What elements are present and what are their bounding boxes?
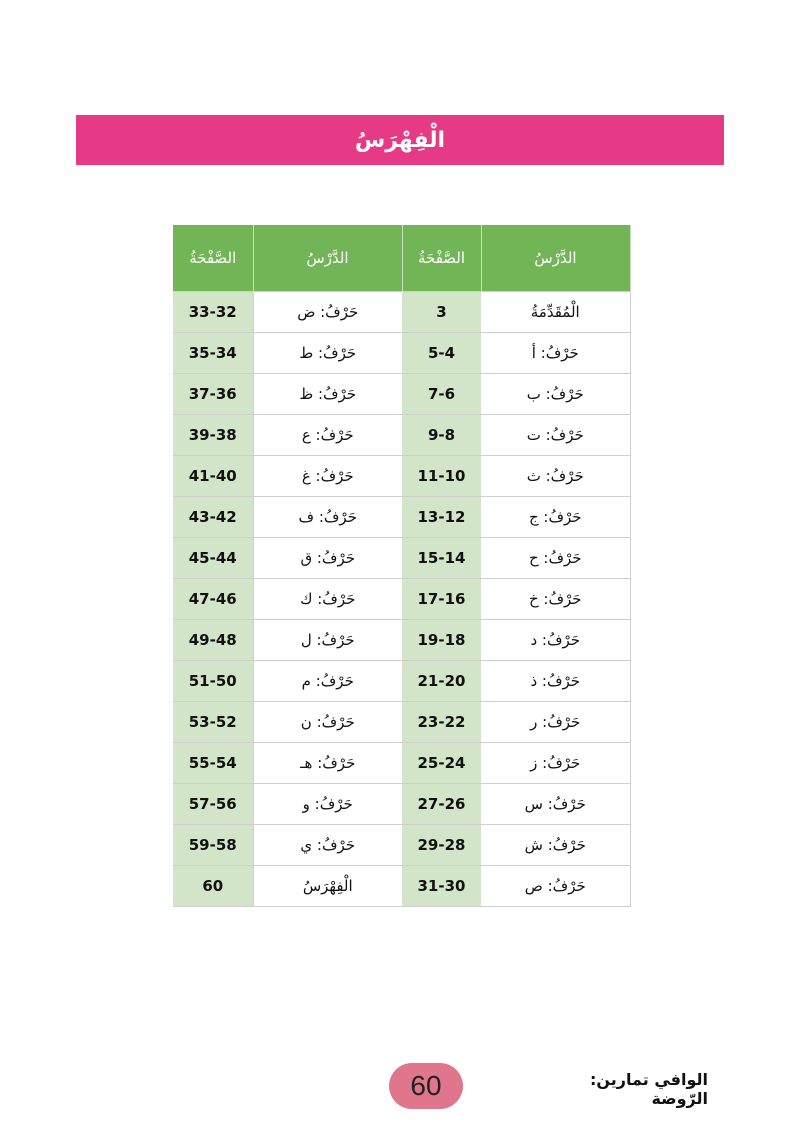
right-page-cell: 5-4 [402, 333, 481, 374]
title-banner [76, 115, 724, 165]
left-lesson-cell: حَرْفُ: ظ [253, 374, 402, 415]
left-page-cell: 43-42 [173, 497, 253, 538]
left-lesson-cell: حَرْفُ: هـ [253, 743, 402, 784]
left-page-cell: 60 [173, 866, 253, 907]
table-row [173, 784, 630, 825]
left-lesson-cell: حَرْفُ: ف [253, 497, 402, 538]
right-lesson-cell: حَرْفُ: ش [481, 825, 630, 866]
left-page-cell: 55-54 [173, 743, 253, 784]
book-title: الوافي تمارين: الرّوضة [590, 1070, 708, 1108]
left-lesson-cell: حَرْفُ: ل [253, 620, 402, 661]
table-row [173, 825, 630, 866]
right-lesson-cell: حَرْفُ: خ [481, 579, 630, 620]
right-lesson-cell: حَرْفُ: ت [481, 415, 630, 456]
table-row [173, 497, 630, 538]
table-row [173, 292, 630, 333]
right-lesson-cell: حَرْفُ: ر [481, 702, 630, 743]
left-lesson-cell: الْفِهْرَسُ [253, 866, 402, 907]
index-table-body [173, 292, 630, 907]
right-page-cell: 13-12 [402, 497, 481, 538]
header-lesson-right: الدَّرْسُ [481, 225, 630, 292]
right-page-cell: 3 [402, 292, 481, 333]
table-row [173, 866, 630, 907]
left-page-cell: 51-50 [173, 661, 253, 702]
left-lesson-cell: حَرْفُ: ك [253, 579, 402, 620]
table-row [173, 415, 630, 456]
table-row [173, 620, 630, 661]
page-title: الْفِهْرَسُ [354, 127, 446, 153]
right-lesson-cell: حَرْفُ: ح [481, 538, 630, 579]
table-row [173, 743, 630, 784]
left-lesson-cell: حَرْفُ: ع [253, 415, 402, 456]
right-lesson-cell: الْمُقَدِّمَةُ [481, 292, 630, 333]
right-lesson-cell: حَرْفُ: د [481, 620, 630, 661]
left-page-cell: 37-36 [173, 374, 253, 415]
table-row [173, 374, 630, 415]
page-number: 60 [410, 1070, 442, 1101]
right-page-cell: 19-18 [402, 620, 481, 661]
left-lesson-cell: حَرْفُ: ن [253, 702, 402, 743]
table-row [173, 538, 630, 579]
right-page-cell: 7-6 [402, 374, 481, 415]
right-lesson-cell: حَرْفُ: ج [481, 497, 630, 538]
table-row [173, 661, 630, 702]
right-page-cell: 23-22 [402, 702, 481, 743]
right-page-cell: 17-16 [402, 579, 481, 620]
right-lesson-cell: حَرْفُ: ز [481, 743, 630, 784]
index-table [173, 225, 631, 907]
table-row [173, 702, 630, 743]
right-page-cell: 11-10 [402, 456, 481, 497]
left-page-cell: 53-52 [173, 702, 253, 743]
left-page-cell: 57-56 [173, 784, 253, 825]
right-lesson-cell: حَرْفُ: ص [481, 866, 630, 907]
header-lesson-left: الدَّرْسُ [253, 225, 402, 292]
left-lesson-cell: حَرْفُ: ق [253, 538, 402, 579]
header-page-right: الصَّفْحَةُ [402, 225, 481, 292]
left-page-cell: 45-44 [173, 538, 253, 579]
left-page-cell: 49-48 [173, 620, 253, 661]
left-page-cell: 59-58 [173, 825, 253, 866]
right-lesson-cell: حَرْفُ: ذ [481, 661, 630, 702]
left-page-cell: 33-32 [173, 292, 253, 333]
right-page-cell: 21-20 [402, 661, 481, 702]
right-lesson-cell: حَرْفُ: ب [481, 374, 630, 415]
left-lesson-cell: حَرْفُ: و [253, 784, 402, 825]
left-page-cell: 35-34 [173, 333, 253, 374]
right-page-cell: 31-30 [402, 866, 481, 907]
page-number-badge [389, 1063, 463, 1109]
left-lesson-cell: حَرْفُ: غ [253, 456, 402, 497]
left-lesson-cell: حَرْفُ: ط [253, 333, 402, 374]
right-lesson-cell: حَرْفُ: ث [481, 456, 630, 497]
right-page-cell: 29-28 [402, 825, 481, 866]
left-lesson-cell: حَرْفُ: م [253, 661, 402, 702]
table-row [173, 456, 630, 497]
left-page-cell: 47-46 [173, 579, 253, 620]
table-row [173, 579, 630, 620]
right-page-cell: 9-8 [402, 415, 481, 456]
left-lesson-cell: حَرْفُ: ي [253, 825, 402, 866]
left-page-cell: 41-40 [173, 456, 253, 497]
table-row [173, 333, 630, 374]
right-page-cell: 15-14 [402, 538, 481, 579]
left-lesson-cell: حَرْفُ: ض [253, 292, 402, 333]
right-page-cell: 27-26 [402, 784, 481, 825]
right-lesson-cell: حَرْفُ: س [481, 784, 630, 825]
table-header-row [173, 225, 630, 292]
header-page-left: الصَّفْحَةُ [173, 225, 253, 292]
left-page-cell: 39-38 [173, 415, 253, 456]
right-page-cell: 25-24 [402, 743, 481, 784]
right-lesson-cell: حَرْفُ: أ [481, 333, 630, 374]
